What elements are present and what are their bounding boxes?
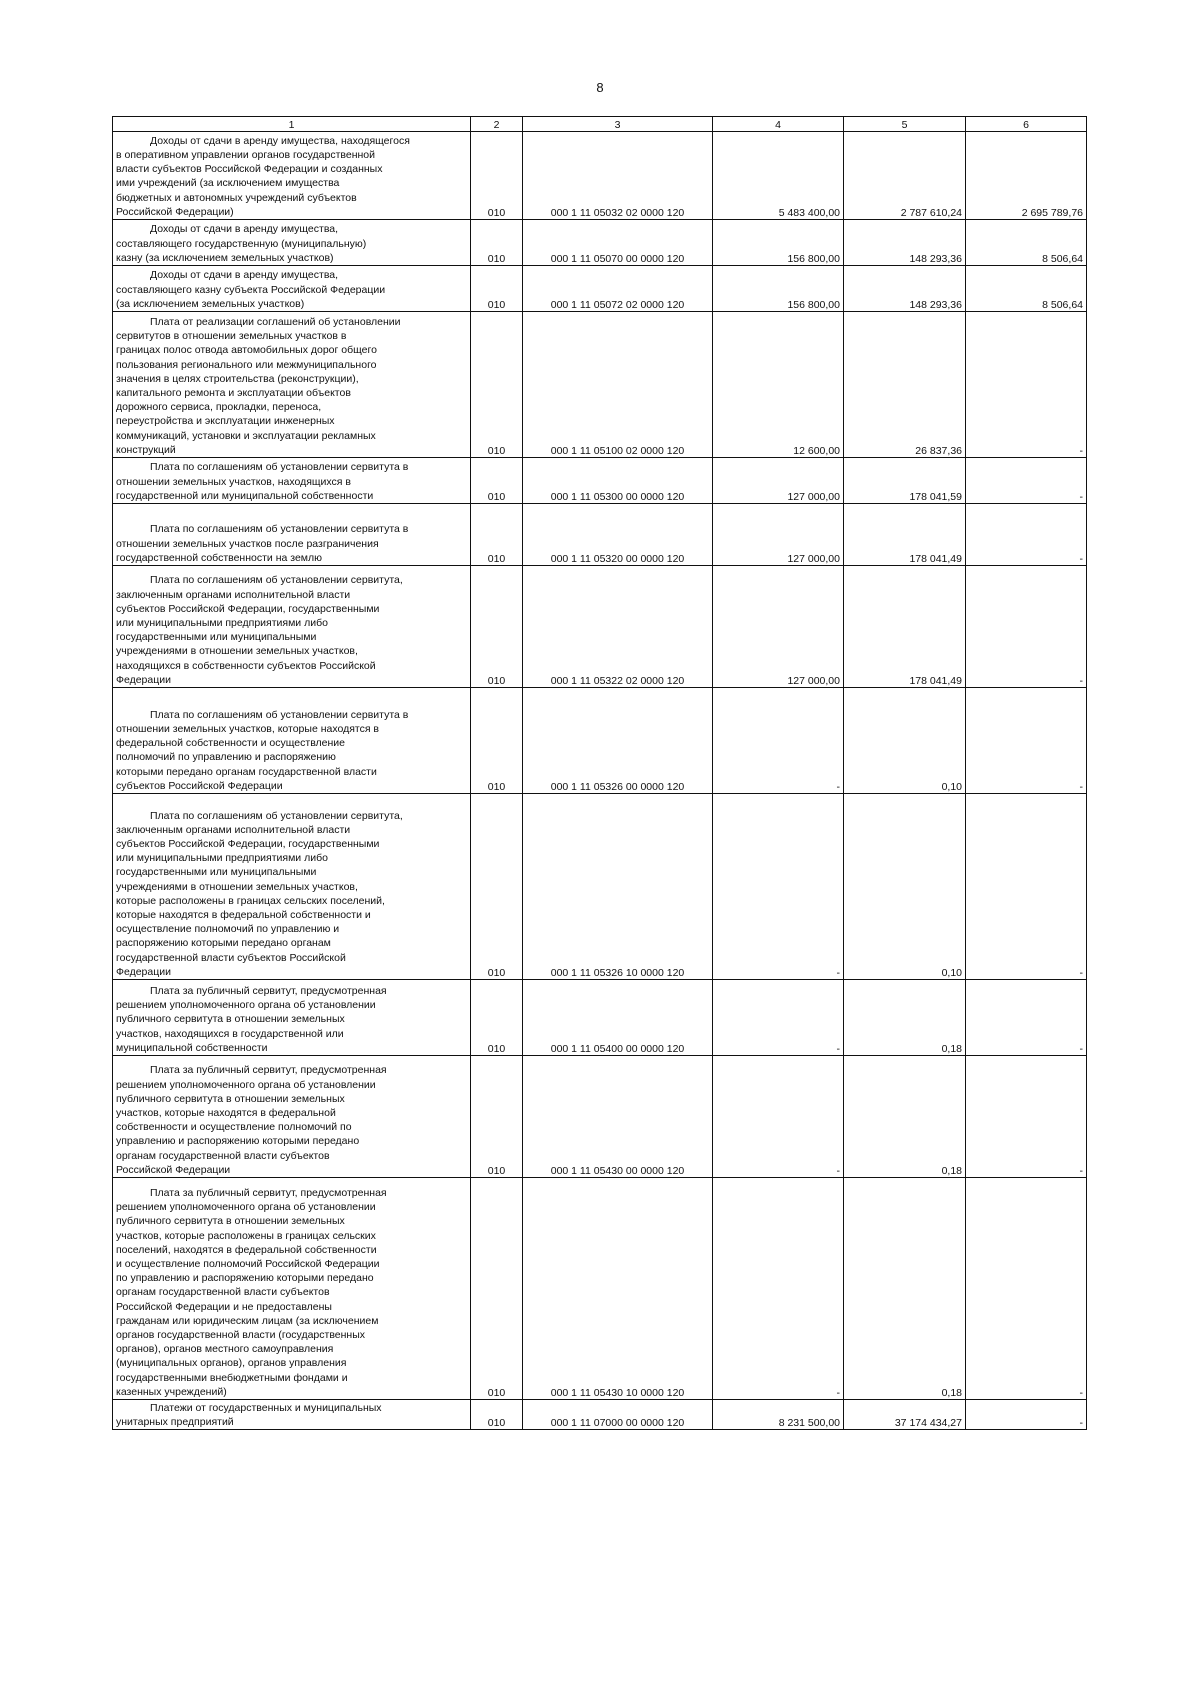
row-kbk: 000 1 11 05300 00 0000 120	[523, 458, 713, 504]
description-line: конструкций	[116, 443, 176, 456]
description-line: унитарных предприятий	[116, 1415, 234, 1428]
description-line: ими учреждений (за исключением имущества	[116, 177, 340, 190]
description-line: Федерации	[116, 673, 171, 686]
row-description	[113, 312, 471, 458]
row-fact-value: 0,10	[844, 794, 966, 980]
description-line: решением уполномоченного органа об установлении	[116, 1201, 376, 1214]
row-plan-value: 5 483 400,00	[713, 132, 844, 220]
row-fact-value: 0,18	[844, 1056, 966, 1178]
row-description	[113, 566, 471, 688]
row-plan-value: 127 000,00	[713, 504, 844, 566]
row-kbk: 000 1 11 05326 00 0000 120	[523, 688, 713, 794]
description-line: субъектов Российской Федерации, государственными	[116, 837, 380, 850]
table-body	[113, 132, 1087, 1430]
description-line: органов государственной власти (государственных	[116, 1328, 366, 1341]
table-row	[113, 266, 1087, 312]
description-line: по управлению и распоряжению которыми передано	[116, 1272, 374, 1285]
description-line: публичного сервитута в отношении земельных	[116, 1215, 345, 1228]
row-kbk: 000 1 11 07000 00 0000 120	[523, 1400, 713, 1430]
row-plan-value: 127 000,00	[713, 566, 844, 688]
description-line: коммуникаций, установки и эксплуатации рекламных	[116, 429, 376, 442]
row-kbk: 000 1 11 05430 00 0000 120	[523, 1056, 713, 1178]
row-code: 010	[471, 1178, 523, 1400]
row-description	[113, 504, 471, 566]
description-line: участков, находящихся в государственной или	[116, 1027, 344, 1040]
description-line: субъектов Российской Федерации, государственными	[116, 602, 380, 615]
description-line: бюджетных и автономных учреждений субъектов	[116, 191, 357, 204]
row-description	[113, 458, 471, 504]
row-remaining-value: -	[966, 312, 1087, 458]
row-plan-value: -	[713, 688, 844, 794]
description-line: которыми передано органам государственной власти	[116, 765, 377, 778]
column-header: 6	[966, 117, 1087, 132]
description-line: казенных учреждений)	[116, 1385, 227, 1398]
description-line: публичного сервитута в отношении земельных	[116, 1092, 345, 1105]
description-line: Российской Федерации	[116, 1163, 231, 1176]
description-line: решением уполномоченного органа об установлении	[116, 1078, 376, 1091]
description-line: Плата по соглашениям об установлении сервитута в	[150, 523, 409, 536]
description-line: распоряжению которыми передано органам	[116, 937, 331, 950]
description-line: или муниципальными предприятиями либо	[116, 852, 328, 865]
row-code: 010	[471, 504, 523, 566]
description-line: переустройства и эксплуатации инженерных	[116, 415, 335, 428]
row-plan-value: 156 800,00	[713, 220, 844, 266]
description-line: которые расположены в границах сельских поселений,	[116, 894, 385, 907]
table-row	[113, 688, 1087, 794]
row-description	[113, 132, 471, 220]
revenue-table	[112, 116, 1087, 1430]
row-plan-value: 156 800,00	[713, 266, 844, 312]
description-line: государственными или муниципальными	[116, 866, 317, 879]
row-remaining-value: 8 506,64	[966, 266, 1087, 312]
description-line: государственной собственности на землю	[116, 551, 323, 564]
description-line: государственными внебюджетными фондами и	[116, 1371, 348, 1384]
description-line: Плата за публичный сервитут, предусмотренная	[150, 984, 387, 997]
table-row	[113, 794, 1087, 980]
row-description	[113, 1400, 471, 1430]
table-row	[113, 980, 1087, 1056]
description-line: Плата по соглашениям об установлении сервитута в	[150, 461, 409, 474]
description-line: составляющего казну субъекта Российской Федерации	[116, 283, 386, 296]
row-fact-value: 0,18	[844, 980, 966, 1056]
row-code: 010	[471, 220, 523, 266]
table-row	[113, 1056, 1087, 1178]
description-line: гражданам или юридическим лицам (за исключением	[116, 1314, 379, 1327]
row-fact-value: 178 041,49	[844, 566, 966, 688]
description-line: органам государственной власти субъектов	[116, 1149, 330, 1162]
row-fact-value: 2 787 610,24	[844, 132, 966, 220]
table-row	[113, 1178, 1087, 1400]
row-remaining-value: -	[966, 1056, 1087, 1178]
description-line: Плата по соглашениям об установлении сервитута,	[150, 574, 403, 587]
row-remaining-value: -	[966, 688, 1087, 794]
description-line: полномочий по управлению и распоряжению	[116, 751, 336, 764]
row-code: 010	[471, 1056, 523, 1178]
row-code: 010	[471, 980, 523, 1056]
description-line: Доходы от сдачи в аренду имущества, находящегося	[150, 134, 410, 147]
row-kbk: 000 1 11 05322 02 0000 120	[523, 566, 713, 688]
description-line: муниципальной собственности	[116, 1041, 268, 1054]
description-line: Федерации	[116, 965, 171, 978]
description-line: заключенным органами исполнительной власти	[116, 823, 351, 836]
row-fact-value: 26 837,36	[844, 312, 966, 458]
description-line: Плата за публичный сервитут, предусмотренная	[150, 1064, 387, 1077]
row-plan-value: -	[713, 980, 844, 1056]
row-fact-value: 0,10	[844, 688, 966, 794]
table-row	[113, 220, 1087, 266]
row-description	[113, 266, 471, 312]
description-line: границах полос отвода автомобильных дорог общего	[116, 344, 377, 357]
description-line: и осуществление полномочий Российской Федерации	[116, 1257, 380, 1270]
table-row	[113, 458, 1087, 504]
row-description	[113, 220, 471, 266]
row-description	[113, 980, 471, 1056]
description-line: или муниципальными предприятиями либо	[116, 616, 328, 629]
description-line: субъектов Российской Федерации	[116, 779, 283, 792]
column-header: 2	[471, 117, 523, 132]
description-line: Плата за публичный сервитут, предусмотренная	[150, 1186, 387, 1199]
row-remaining-value: -	[966, 504, 1087, 566]
description-line: поселений, находятся в федеральной собственности	[116, 1243, 377, 1256]
row-code: 010	[471, 458, 523, 504]
description-line: Плата по соглашениям об установлении сервитута в	[150, 708, 409, 721]
description-line: которые находятся в федеральной собственности и	[116, 908, 371, 921]
row-fact-value: 148 293,36	[844, 220, 966, 266]
table-row	[113, 566, 1087, 688]
description-line: учреждениями в отношении земельных участков,	[116, 645, 358, 658]
description-line: собственности и осуществление полномочий по	[116, 1121, 352, 1134]
column-header: 3	[523, 117, 713, 132]
description-line: органов), органов местного самоуправления	[116, 1343, 334, 1356]
row-code: 010	[471, 312, 523, 458]
row-fact-value: 148 293,36	[844, 266, 966, 312]
description-line: органам государственной власти субъектов	[116, 1286, 330, 1299]
description-line: участков, которые расположены в границах сельских	[116, 1229, 376, 1242]
description-line: государственной власти субъектов Российской	[116, 951, 346, 964]
description-line: в оперативном управлении органов государственной	[116, 148, 376, 161]
description-line: казну (за исключением земельных участков)	[116, 251, 334, 264]
description-line: осуществление полномочий по управлению и	[116, 923, 340, 936]
row-kbk: 000 1 11 05072 02 0000 120	[523, 266, 713, 312]
description-line: Плата от реализации соглашений об установлении	[150, 315, 401, 328]
description-line: государственной или муниципальной собственности	[116, 489, 374, 502]
column-header: 5	[844, 117, 966, 132]
description-line: отношении земельных участков после разграничения	[116, 537, 379, 550]
row-kbk: 000 1 11 05320 00 0000 120	[523, 504, 713, 566]
description-line: федеральной собственности и осуществление	[116, 737, 346, 750]
row-plan-value: 8 231 500,00	[713, 1400, 844, 1430]
description-line: капитального ремонта и эксплуатации объектов	[116, 386, 351, 399]
column-header: 1	[113, 117, 471, 132]
row-remaining-value: -	[966, 794, 1087, 980]
row-plan-value: 127 000,00	[713, 458, 844, 504]
column-number-header	[113, 117, 1087, 132]
row-description	[113, 1056, 471, 1178]
table-row	[113, 1400, 1087, 1430]
row-kbk: 000 1 11 05100 02 0000 120	[523, 312, 713, 458]
description-line: участков, которые находятся в федеральной	[116, 1106, 336, 1119]
description-line: управлению и распоряжению которыми передано	[116, 1135, 360, 1148]
row-remaining-value: -	[966, 458, 1087, 504]
description-line: учреждениями в отношении земельных участков,	[116, 880, 358, 893]
description-line: пользования регионального или межмуниципального	[116, 358, 377, 371]
description-line: публичного сервитута в отношении земельных	[116, 1013, 345, 1026]
row-fact-value: 178 041,49	[844, 504, 966, 566]
row-remaining-value: 2 695 789,76	[966, 132, 1087, 220]
description-line: дорожного сервиса, прокладки, переноса,	[116, 401, 322, 414]
row-remaining-value: -	[966, 980, 1087, 1056]
row-description	[113, 688, 471, 794]
description-line: находящихся в собственности субъектов Российской	[116, 659, 376, 672]
row-kbk: 000 1 11 05070 00 0000 120	[523, 220, 713, 266]
description-line: отношении земельных участков, находящихся в	[116, 475, 351, 488]
row-remaining-value: -	[966, 1400, 1087, 1430]
description-line: сервитутов в отношении земельных участков в	[116, 330, 347, 343]
description-line: Платежи от государственных и муниципальных	[150, 1401, 382, 1414]
row-kbk: 000 1 11 05326 10 0000 120	[523, 794, 713, 980]
row-code: 010	[471, 688, 523, 794]
description-line: составляющего государственную (муниципальную)	[116, 237, 367, 250]
table-row	[113, 504, 1087, 566]
row-plan-value: -	[713, 794, 844, 980]
column-header: 4	[713, 117, 844, 132]
row-fact-value: 178 041,59	[844, 458, 966, 504]
description-line: Доходы от сдачи в аренду имущества,	[150, 269, 339, 282]
row-remaining-value: -	[966, 566, 1087, 688]
row-kbk: 000 1 11 05430 10 0000 120	[523, 1178, 713, 1400]
row-remaining-value: 8 506,64	[966, 220, 1087, 266]
row-plan-value: -	[713, 1178, 844, 1400]
row-fact-value: 0,18	[844, 1178, 966, 1400]
row-code: 010	[471, 794, 523, 980]
description-line: заключенным органами исполнительной власти	[116, 588, 351, 601]
description-line: Плата по соглашениям об установлении сервитута,	[150, 809, 403, 822]
description-line: (за исключением земельных участков)	[116, 297, 305, 310]
row-code: 010	[471, 566, 523, 688]
description-line: (муниципальных органов), органов управления	[116, 1357, 347, 1370]
row-plan-value: 12 600,00	[713, 312, 844, 458]
description-line: государственными или муниципальными	[116, 631, 317, 644]
row-code: 010	[471, 132, 523, 220]
row-kbk: 000 1 11 05032 02 0000 120	[523, 132, 713, 220]
row-fact-value: 37 174 434,27	[844, 1400, 966, 1430]
row-code: 010	[471, 266, 523, 312]
description-line: отношении земельных участков, которые находятся в	[116, 722, 380, 735]
row-description	[113, 794, 471, 980]
description-line: Российской Федерации)	[116, 205, 234, 218]
row-kbk: 000 1 11 05400 00 0000 120	[523, 980, 713, 1056]
page-number: 8	[596, 80, 604, 95]
row-code: 010	[471, 1400, 523, 1430]
description-line: решением уполномоченного органа об установлении	[116, 999, 376, 1012]
row-plan-value: -	[713, 1056, 844, 1178]
table-row	[113, 312, 1087, 458]
description-line: Российской Федерации и не предоставлены	[116, 1300, 332, 1313]
table-row	[113, 132, 1087, 220]
description-line: власти субъектов Российской Федерации и созданных	[116, 163, 383, 176]
row-remaining-value: -	[966, 1178, 1087, 1400]
description-line: значения в целях строительства (реконструкции),	[116, 372, 359, 385]
description-line: Доходы от сдачи в аренду имущества,	[150, 223, 339, 236]
row-description	[113, 1178, 471, 1400]
